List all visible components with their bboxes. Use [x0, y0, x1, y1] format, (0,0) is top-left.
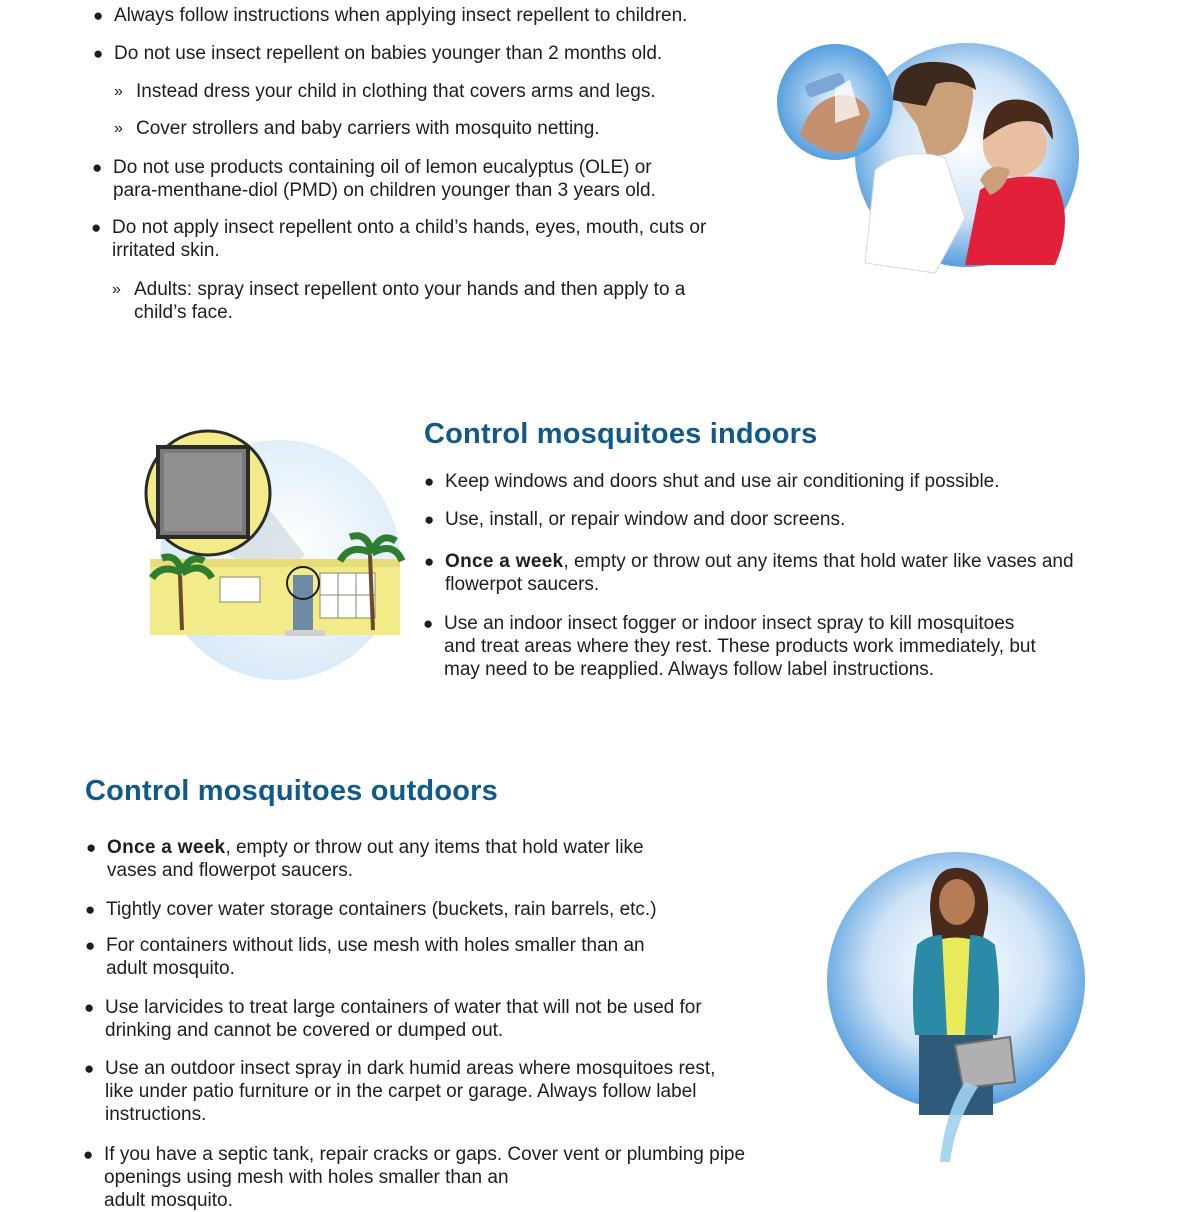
bullet-icon: ● [424, 552, 435, 571]
sub-bullet-icon: » [112, 281, 121, 298]
list-item: ● Use larvicides to treat large containers of water that will not be used for drinking and cannot be covered or dumped out. [84, 997, 702, 1041]
list-item: ● For containers without lids, use mesh with holes smaller than an adult mosquito. [85, 935, 645, 979]
list-item: ● Use, install, or repair window and door screens. [424, 509, 846, 530]
bullet-icon: ● [84, 1059, 95, 1078]
outdoors-heading: Control mosquitoes outdoors [85, 775, 498, 807]
list-item: ● Use an outdoor insect spray in dark humid areas where mosquitoes rest, like under patio furniture or in the carpet or garage. Always follow label instructions. [84, 1058, 716, 1125]
list-item: ● Always follow instructions when applying insect repellent to children. [93, 5, 688, 26]
bullet-icon: ● [424, 510, 435, 529]
list-item: » Instead dress your child in clothing that covers arms and legs. [114, 81, 656, 102]
bullet-icon: ● [424, 472, 435, 491]
list-item: ● If you have a septic tank, repair cracks or gaps. Cover vent or plumbing pipe openings using mesh with holes smaller than an adult mosquito. [83, 1144, 746, 1211]
sub-bullet-icon: » [114, 120, 123, 137]
bullet-icon: ● [423, 614, 434, 633]
bullet-icon: ● [93, 6, 104, 25]
indoors-heading: Control mosquitoes indoors [424, 418, 818, 450]
bullet-icon: ● [85, 936, 96, 955]
list-item: ● Do not use products containing oil of lemon eucalyptus (OLE) or para-menthane-diol (PMD) on children younger than 3 years old. [92, 157, 656, 201]
list-item: ● Once a week, empty or throw out any items that hold water like vases and flowerpot saucers. [86, 837, 644, 881]
bullet-icon: ● [91, 218, 102, 237]
woman-dumping-water-illustration [825, 850, 1087, 1170]
house-screen-illustration [140, 425, 405, 683]
bullet-icon: ● [92, 158, 103, 177]
list-item: ● Once a week, empty or throw out any items that hold water like vases and flowerpot saucers. [424, 551, 1074, 595]
list-item: » Adults: spray insect repellent onto your hands and then apply to a child’s face. [112, 279, 686, 323]
list-item: ● Tightly cover water storage containers (buckets, rain barrels, etc.) [85, 899, 657, 920]
bullet-icon: ● [93, 44, 104, 63]
bullet-icon: ● [83, 1145, 94, 1164]
bullet-icon: ● [86, 838, 97, 857]
list-item: ● Use an indoor insect fogger or indoor insect spray to kill mosquitoes and treat areas where they rest. These products work immediately, but may need to be reapplied. Always follow label instructions. [423, 613, 1036, 680]
list-item: ● Do not apply insect repellent onto a child’s hands, eyes, mouth, cuts or irritated skin. [91, 217, 707, 261]
list-item: ● Do not use insect repellent on babies younger than 2 months old. [93, 43, 663, 64]
child-repellent-illustration [775, 40, 1085, 275]
bullet-icon: ● [84, 998, 95, 1017]
list-item: ● Keep windows and doors shut and use air conditioning if possible. [424, 471, 1000, 492]
sub-bullet-icon: » [114, 83, 123, 100]
list-item: » Cover strollers and baby carriers with mosquito netting. [114, 118, 600, 139]
bullet-icon: ● [85, 900, 96, 919]
